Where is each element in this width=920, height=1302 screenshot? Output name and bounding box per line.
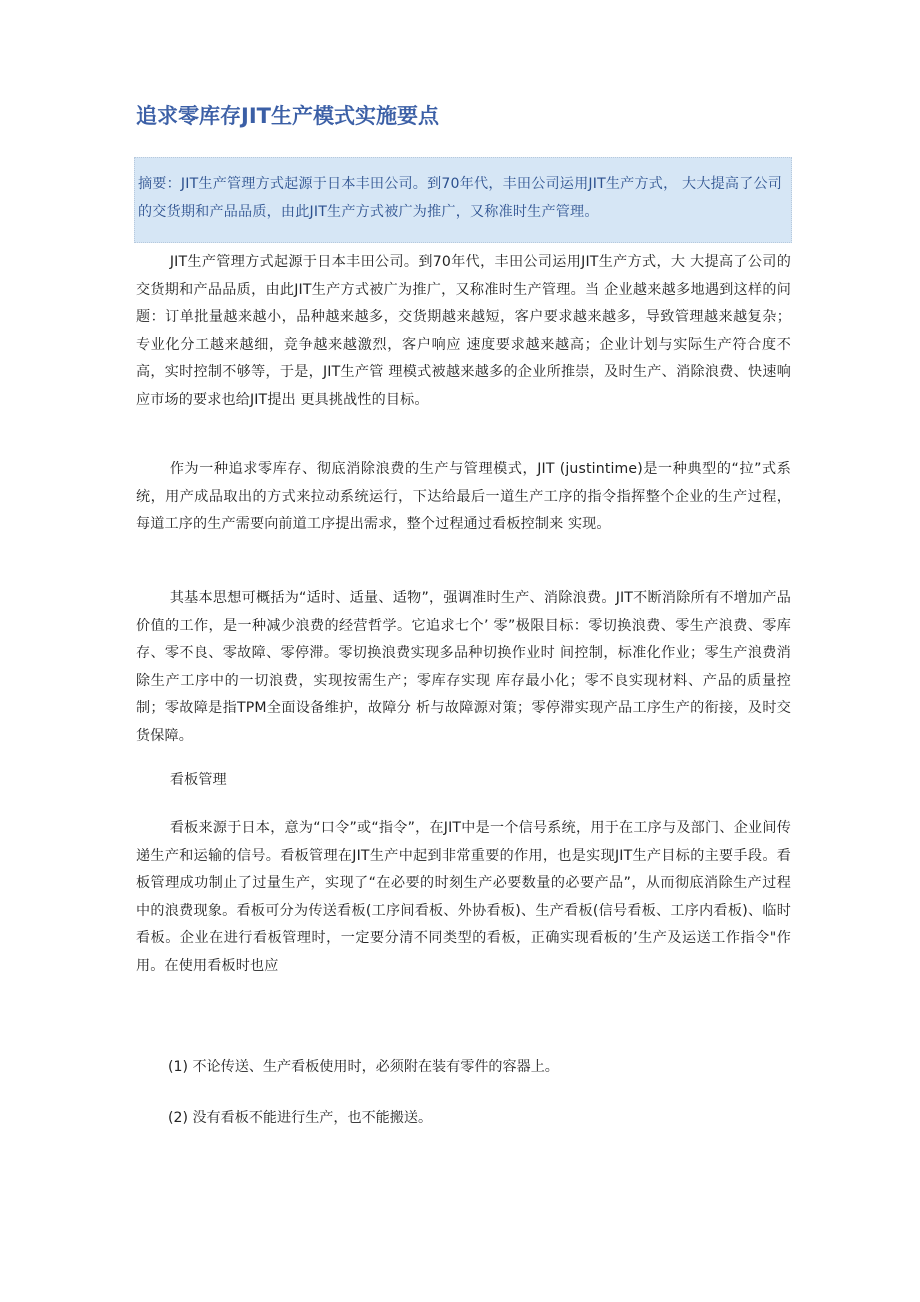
paragraph-basic-idea: 其基本思想可概括为“适时、适量、适物”，强调准时生产、消除浪费。JIT不断消除所有不增加产品价值的工作，是一种减少浪费的经营哲学。它追求七个’ 零”极限目标：零切换浪费、零生产浪费、零库存、零不良、零故障、零停滞。零切换浪费实现多品种切换作业时 间控制，标准化作业；零生产浪费消除生产工序中的一切浪费，实现按需生产；零库存实现 库存最小化；零不良实现材料、产品的质量控制；零故障是指TPM全面设备维护，故障分 析与故障源对策；零停滞实现产品工序生产的衔接，及时交货保障。	[136, 590, 791, 744]
abstract-box: 摘要：JIT生产管理方式起源于日本丰田公司。到70年代，丰田公司运用JIT生产方式， 大大提高了公司的交货期和产品品质，由此JIT生产方式被广为推广，又称准时生产管理。	[134, 157, 792, 243]
paragraph-kanban: 看板来源于日本，意为“口令”或“指令”，在JIT中是一个信号系统，用于在工序与及部门、企业间传递生产和运输的信号。看板管理在JIT生产中起到非常重要的作用，也是实现JIT生产目标的主要手段。看板管理成功制止了过量生产，实现了“在必要的时刻生产必要数量的必要产品”，从而彻底消除生产过程中的浪费现象。看板可分为传送看板(工序间看板、外协看板)、生产看板(信号看板、工序内看板)、临时看板。企业在进行看板管理时，一定要分清不同类型的看板，正确实现看板的’生产及运送工作指令"作用。在使用看板时也应	[136, 820, 791, 974]
list-item: (1) 不论传送、生产看板使用时，必须附在装有零件的容器上。	[168, 1059, 559, 1075]
list-item: (2) 没有看板不能进行生产，也不能搬送。	[168, 1110, 433, 1126]
paragraph-intro: JIT生产管理方式起源于日本丰田公司。到70年代，丰田公司运用JIT生产方式，大 大提高了公司的交货期和产品品质，由此JIT生产方式被广为推广，又称准时生产管理。当 企业越来越多地遇到这样的问题：订单批量越来越小，品种越来越多，交货期越来越短，客户要求越来越多，导致管理越来越复杂；专业化分工越来越细，竞争越来越激烈，客户响应 速度要求越来越高；企业计划与实际生产符合度不高，实时控制不够等，于是，JIT生产管 理模式被越来越多的企业所推崇，及时生产、消除浪费、快速响应市场的要求也给JIT提出 更具挑战性的目标。	[136, 254, 791, 408]
section-heading-kanban: 看板管理	[169, 772, 227, 788]
paragraph-pull-system: 作为一种追求零库存、彻底消除浪费的生产与管理模式，JIT (justintime)是一种典型的“拉”式系统，用产成品取出的方式来拉动系统运行，下达给最后一道生产工序的指令指挥整个企业的生产过程，每道工序的生产需要向前道工序提出需求，整个过程通过看板控制来 实现。	[136, 461, 791, 532]
document-title: 追求零库存JIT生产模式实施要点	[136, 104, 439, 128]
